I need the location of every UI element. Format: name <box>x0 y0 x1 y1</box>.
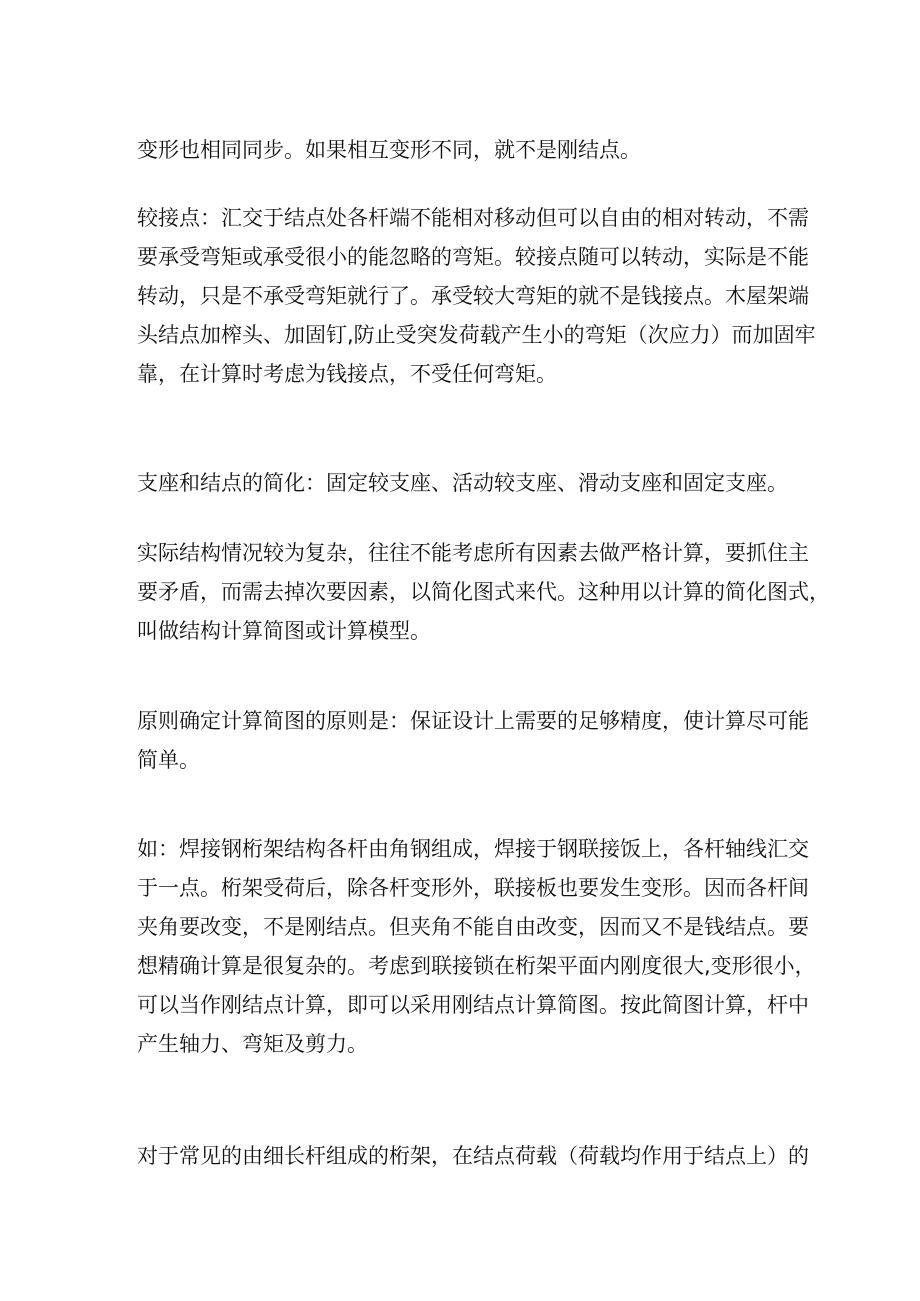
paragraph-line: 头结点加榨头、加固钉,防止受突发荷载产生小的弯矩（次应力）而加固牢 <box>137 323 816 347</box>
paragraph-4 <box>137 534 830 651</box>
paragraph-5 <box>137 702 809 780</box>
paragraph-line: 要承受弯矩或承受很小的能忽略的弯矩。较接点随可以转动，实际是不能 <box>137 245 809 269</box>
paragraph-line: 夹角要改变，不是刚结点。但夹角不能自由改变，因而又不是钱结点。要 <box>137 915 809 939</box>
paragraph-2 <box>137 199 816 394</box>
paragraph-line: 对于常见的由细长杆组成的桁架，在结点荷载（荷载均作用于结点上）的 <box>137 1144 809 1168</box>
paragraph-line: 简单。 <box>137 748 200 772</box>
paragraph-line: 原则确定计算简图的原则是：保证设计上需要的足够精度，使计算尽可能 <box>137 709 809 733</box>
paragraph-line: 实际结构情况较为复杂，往往不能考虑所有因素去做严格计算，要抓住主 <box>137 541 809 565</box>
paragraph-line: 想精确计算是很复杂的。考虑到联接锁在桁架平面内刚度很大,变形很小， <box>137 954 816 978</box>
paragraph-line: 靠，在计算时考虑为钱接点，不受任何弯矩。 <box>137 362 557 386</box>
paragraph-7 <box>137 1137 809 1176</box>
paragraph-line: 要矛盾，而需去掉次要因素，以简化图式来代。这种用以计算的简化图式， <box>137 580 830 604</box>
paragraph-3 <box>137 464 787 503</box>
paragraph-1 <box>137 131 787 170</box>
paragraph-line: 变形也相同同步。如果相互变形不同，就不是刚结点。 <box>137 138 641 162</box>
paragraph-line: 如：焊接钢桁架结构各杆由角钢组成，焊接于钢联接饭上，各杆轴线汇交 <box>137 837 809 861</box>
paragraph-line: 产生轴力、弯矩及剪力。 <box>137 1032 368 1056</box>
paragraph-6 <box>137 830 816 1064</box>
paragraph-line: 转动，只是不承受弯矩就行了。承受较大弯矩的就不是钱接点。木屋架端 <box>137 284 809 308</box>
paragraph-line: 较接点：汇交于结点处各杆端不能相对移动但可以自由的相对转动，不需 <box>137 206 809 230</box>
paragraph-line: 支座和结点的简化：固定较支座、活动较支座、滑动支座和固定支座。 <box>137 471 788 495</box>
paragraph-line: 于一点。桁架受荷后，除各杆变形外，联接板也要发生变形。因而各杆间 <box>137 876 809 900</box>
paragraph-line: 叫做结构计算简图或计算模型。 <box>137 619 431 643</box>
paragraph-line: 可以当作刚结点计算，即可以采用刚结点计算简图。按此简图计算，杆中 <box>137 993 809 1017</box>
